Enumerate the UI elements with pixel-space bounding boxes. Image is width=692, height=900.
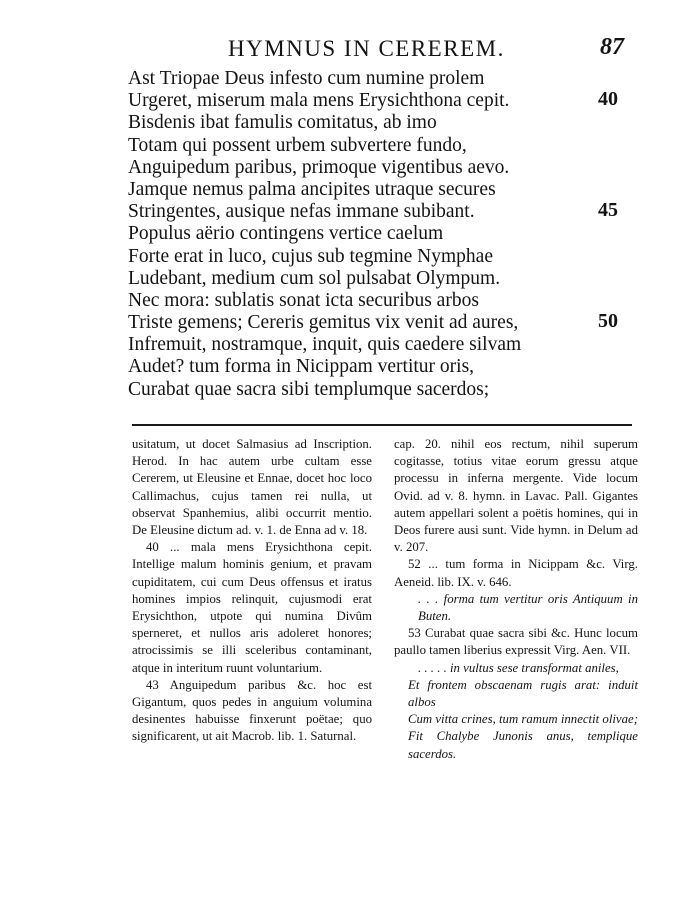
verse-line: Infremuit, nostramque, inquit, quis caedere silvam	[128, 334, 522, 356]
note-paragraph: 52 ... tum forma in Nicippam &c. Virg. Aeneid. lib. IX. v. 646.	[394, 557, 638, 589]
notes-column-left	[132, 436, 372, 746]
verse-number: 50	[598, 310, 618, 333]
verse-line: Stringentes, ausique nefas immane subibant.	[128, 201, 475, 223]
verse-line: Jamque nemus palma ancipites utraque secures	[128, 178, 496, 200]
note-paragraph: 53 Curabat quae sacra sibi &c. Hunc locum paullo tamen liberius expressit Virg. Aen. VII.	[394, 626, 638, 658]
verse-line: Forte erat in luco, cujus sub tegmine Nymphae	[128, 245, 493, 267]
running-header	[0, 36, 692, 68]
note-paragraph: Fit Chalybe Junonis anus, templique sacerdos.	[408, 729, 638, 761]
verse-line: Curabat quae sacra sibi templumque sacerdos;	[128, 378, 490, 400]
verse-line: Totam qui possent urbem subvertere fundo,	[128, 134, 467, 156]
note-paragraph: . . . . . in vultus sese transformat aniles,	[418, 660, 619, 675]
note-paragraph: 43 Anguipedum paribus &c. hoc est Gigantum, quos pedes in anguium volumina desinentes habuisse finxerunt poëtae; quo significarent, ut ait Macrob. lib. 1. Saturnal.	[132, 677, 372, 744]
note-paragraph: Cum vitta crines, tum ramum innectit olivae;	[408, 712, 638, 727]
verse-line: Populus aërio contingens vertice caelum	[128, 223, 444, 245]
verse-line: Anguipedum paribus, primoque vigentibus aevo.	[128, 156, 510, 178]
section-rule	[132, 424, 632, 426]
verse-line: Nec mora: sublatis sonat icta securibus arbos	[128, 289, 479, 311]
poem-text	[128, 68, 568, 401]
note-paragraph: usitatum, ut docet Salmasius ad Inscription. Herod. In hac autem urbe cultam esse Cererem, ut Eleusine et Ennae, docet hoc loco Callimachus, cujus tamen rei nulla, ut observat Spanhemius, alibi occurrit mentio. De Eleusine dictum ad. v. 1. de Enna ad v. 18.	[132, 437, 372, 538]
verse-line: Triste gemens; Cereris gemitus vix venit ad aures,	[128, 312, 519, 334]
verse-line: Audet? tum forma in Nicippam vertitur oris,	[128, 356, 475, 378]
notes-column-right	[394, 436, 638, 763]
verse-line: Bisdenis ibat famulis comitatus, ab imo	[128, 112, 437, 134]
note-paragraph: . . . forma tum vertitur oris Antiquum in Buten.	[418, 591, 638, 624]
page-number: 87	[600, 34, 624, 60]
verse-line: Urgeret, miserum mala mens Erysichthona cepit.	[128, 90, 510, 112]
verse-line: Ast Triopae Deus infesto cum numine prolem	[128, 68, 485, 89]
note-paragraph: Et frontem obscaenam rugis arat: induit albos	[408, 677, 638, 710]
note-paragraph: cap. 20. nihil eos rectum, nihil superum cogitasse, totius vitae eorum gressu atque processu in inferna mergente. Vide locum Ovid. ad v. 8. hymn. in Lavac. Pall. Gigantes autem appellari solent a poëtis homines, qui in Deos furere ausi sunt. Vide hymn. in Delum ad v. 207.	[394, 437, 638, 555]
verse-line: Ludebant, medium cum sol pulsabat Olympum.	[128, 267, 501, 289]
verse-number: 45	[598, 199, 618, 222]
verse-number: 40	[598, 88, 618, 111]
running-title: HYMNUS IN CEREREM.	[228, 36, 505, 61]
note-paragraph: 40 ... mala mens Erysichthona cepit. Intellige malum hominis genium, et pravam cupiditatem, cui cum Deus offensus et iratus homines impios relinquit, cujusmodi erat Erysichthon, utpote qui numina Divûm sperneret, et nullos aris adoleret honores; atrocissimis se illi sceleribus contaminant, atque in interitum ruunt voluntarium.	[132, 540, 372, 675]
